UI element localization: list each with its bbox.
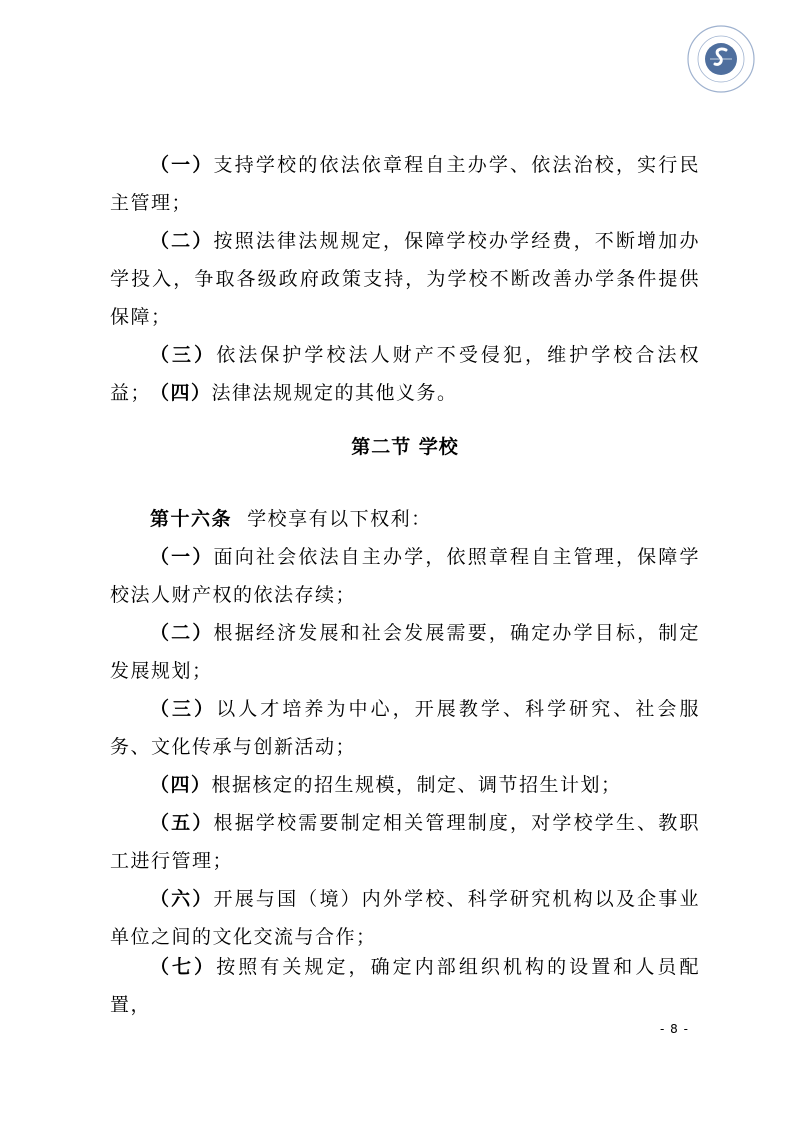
item-text: 根据核定的招生规模，制定、调节招生计划； (211, 774, 622, 796)
item-text: 按照法律法规规定，保障学校办学经费，不断增加办学投入，争取各级政府政策支持，为学校不断改善办学条件提供保障； (110, 230, 700, 328)
article-16-item-2 (110, 614, 700, 690)
item-text: 根据学校需要制定相关管理制度，对学校学生、教职工进行管理； (110, 812, 700, 872)
item-number: （一） (150, 154, 214, 176)
school-seal-logo (686, 24, 756, 94)
article-intro: 学校享有以下权利： (247, 508, 432, 530)
article-16-item-3 (110, 690, 700, 766)
article-16-item-7 (110, 948, 700, 1024)
section-heading: 第二节 学校 (351, 436, 459, 458)
item-text: 法律法规规定的其他义务。 (211, 382, 458, 404)
item-number: （六） (150, 888, 214, 910)
item-text: 按照有关规定，确定内部组织机构的设置和人员配置， (110, 956, 700, 1016)
item-text: 支持学校的依法依章程自主办学、依法治校，实行民主管理； (110, 154, 700, 214)
item-number: （七） (150, 956, 217, 978)
item-4 (110, 374, 700, 412)
item-number: （二） (150, 230, 214, 252)
article-16-item-6 (110, 880, 700, 956)
item-number: （五） (150, 812, 214, 834)
item-number: （三） (150, 344, 217, 366)
article-16-item-5 (110, 804, 700, 880)
item-1 (110, 146, 700, 222)
item-number: （一） (150, 546, 214, 568)
article-16-intro (110, 500, 700, 538)
article-16-item-1 (110, 538, 700, 614)
item-text: 开展与国（境）内外学校、科学研究机构以及企事业单位之间的文化交流与合作； (110, 888, 700, 948)
item-number: （二） (150, 622, 214, 644)
item-2 (110, 222, 700, 336)
article-16-item-4 (110, 766, 700, 804)
item-text: 以人才培养为中心，开展教学、科学研究、社会服务、文化传承与创新活动； (110, 698, 700, 758)
school-seal-icon (686, 24, 756, 94)
item-text: 面向社会依法自主办学，依照章程自主管理，保障学校法人财产权的依法存续； (110, 546, 700, 606)
item-number: （四） (150, 382, 212, 404)
item-text: 根据经济发展和社会发展需要，确定办学目标，制定发展规划； (110, 622, 700, 682)
item-text: 依法保护学校法人财产不受侵犯，维护学校合法权益； (110, 344, 700, 404)
page-number: - 8 - (660, 1022, 689, 1036)
item-number: （四） (150, 774, 212, 796)
article-title: 第十六条 (150, 508, 233, 530)
item-number: （三） (150, 698, 217, 720)
